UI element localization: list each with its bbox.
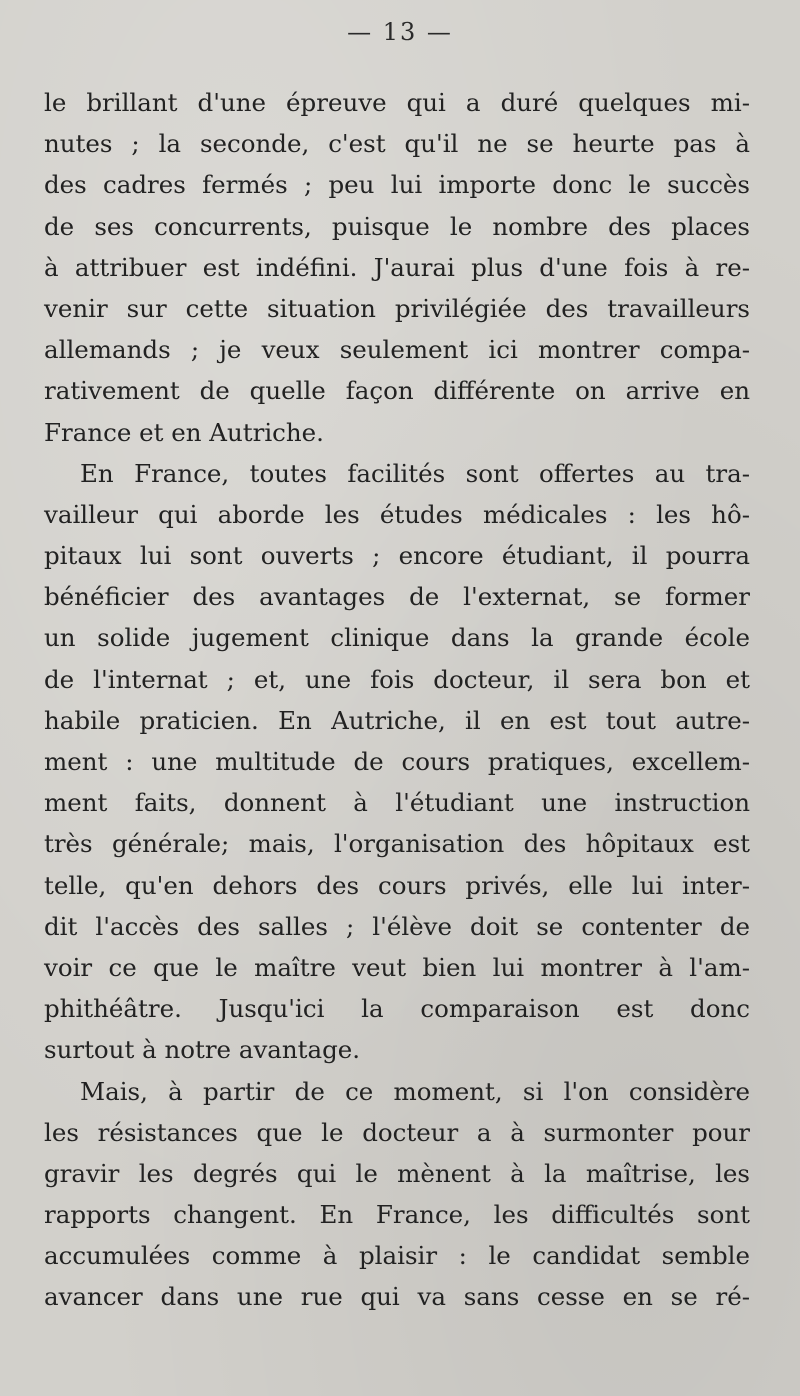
paragraph bbox=[44, 82, 750, 453]
text-line: pitaux lui sont ouverts ; encore étudiant, il pourra bbox=[44, 541, 750, 571]
text-line: un solide jugement clinique dans la grande école bbox=[44, 623, 750, 653]
text-line: phithéâtre. Jusqu'ici la comparaison est donc bbox=[44, 994, 750, 1024]
text-line: Mais, à partir de ce moment, si l'on considère bbox=[80, 1076, 750, 1106]
text-line: accumulées comme à plaisir : le candidat semble bbox=[44, 1241, 750, 1271]
text-line: très générale; mais, l'organisation des hôpitaux est bbox=[44, 829, 750, 859]
text-line: telle, qu'en dehors des cours privés, elle lui inter- bbox=[44, 870, 750, 900]
text-line: allemands ; je veux seulement ici montrer compa- bbox=[44, 335, 750, 365]
text-line: de l'internat ; et, une fois docteur, il sera bon et bbox=[44, 664, 750, 694]
text-line: France et en Autriche. bbox=[44, 417, 324, 447]
text-line: venir sur cette situation privilégiée des travailleurs bbox=[44, 293, 750, 323]
text-line: vailleur qui aborde les études médicales : les hô- bbox=[44, 499, 750, 529]
text-line: de ses concurrents, puisque le nombre des places bbox=[44, 211, 750, 241]
text-line: voir ce que le maître veut bien lui montrer à l'am- bbox=[44, 952, 750, 982]
text-line: dit l'accès des salles ; l'élève doit se contenter de bbox=[44, 911, 750, 941]
text-line: surtout à notre avantage. bbox=[44, 1035, 361, 1065]
paragraph bbox=[44, 453, 750, 1071]
text-line: rativement de quelle façon différente on arrive en bbox=[44, 376, 750, 406]
text-line: ment faits, donnent à l'étudiant une instruction bbox=[44, 788, 750, 818]
text-line: En France, toutes facilités sont offertes au tra- bbox=[80, 458, 750, 488]
text-line: le brillant d'une épreuve qui a duré quelques mi- bbox=[44, 88, 750, 117]
text-line: habile praticien. En Autriche, il en est tout autre- bbox=[44, 705, 750, 735]
text-line: des cadres fermés ; peu lui importe donc le succès bbox=[44, 170, 750, 200]
text-line: nutes ; la seconde, c'est qu'il ne se heurte pas à bbox=[44, 129, 750, 159]
text-line: avancer dans une rue qui va sans cesse en se ré- bbox=[44, 1282, 750, 1312]
text-line: bénéficier des avantages de l'externat, se former bbox=[44, 582, 750, 612]
text-line: ment : une multitude de cours pratiques, excellem- bbox=[44, 747, 750, 776]
text-line: les résistances que le docteur a à surmonter pour bbox=[44, 1117, 750, 1147]
page-number: — 13 — bbox=[347, 18, 453, 46]
text-line: gravir les degrés qui le mènent à la maîtrise, les bbox=[44, 1158, 750, 1188]
text-line: à attribuer est indéfini. J'aurai plus d'une fois à re- bbox=[44, 252, 750, 282]
body-text bbox=[44, 82, 750, 1318]
paragraph bbox=[44, 1071, 750, 1318]
text-line: rapports changent. En France, les difficultés sont bbox=[44, 1200, 750, 1230]
